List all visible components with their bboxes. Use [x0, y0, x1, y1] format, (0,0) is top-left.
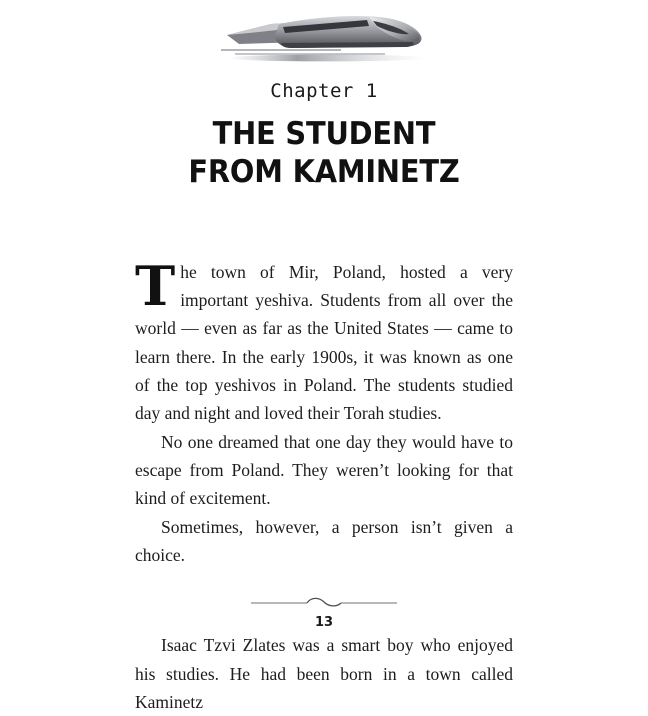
paragraph-4: Isaac Tzvi Zlates was a smart boy who enjoyed his studies. He had been born in a town called Kaminetz	[135, 635, 513, 713]
chapter-title-line-2: FROM KAMINETZ	[188, 153, 460, 190]
paragraph-3: Sometimes, however, a person isn’t given a choice.	[135, 516, 513, 566]
body-text	[135, 253, 513, 716]
paragraph-1	[135, 253, 513, 428]
train-illustration	[135, 0, 513, 66]
chapter-title	[148, 116, 500, 192]
page-number: 13	[314, 615, 334, 630]
drop-cap: T	[135, 253, 176, 318]
paragraph-1-text: he town of Mir, Poland, hosted a very important yeshiva. Students from all over the world — even as far as the United States — came to learn there. In the early 1900s, it was known as one of the top yeshivos in Poland. The students studied day and night and loved their Torah studies.	[135, 261, 513, 424]
chapter-label: Chapter 1	[270, 80, 378, 102]
swash-divider-icon	[135, 595, 513, 611]
paragraph-2: No one dreamed that one day they would have to escape from Poland. They weren’t looking for that kind of excitement.	[135, 431, 513, 509]
chapter-title-line-1: THE STUDENT	[212, 116, 436, 152]
